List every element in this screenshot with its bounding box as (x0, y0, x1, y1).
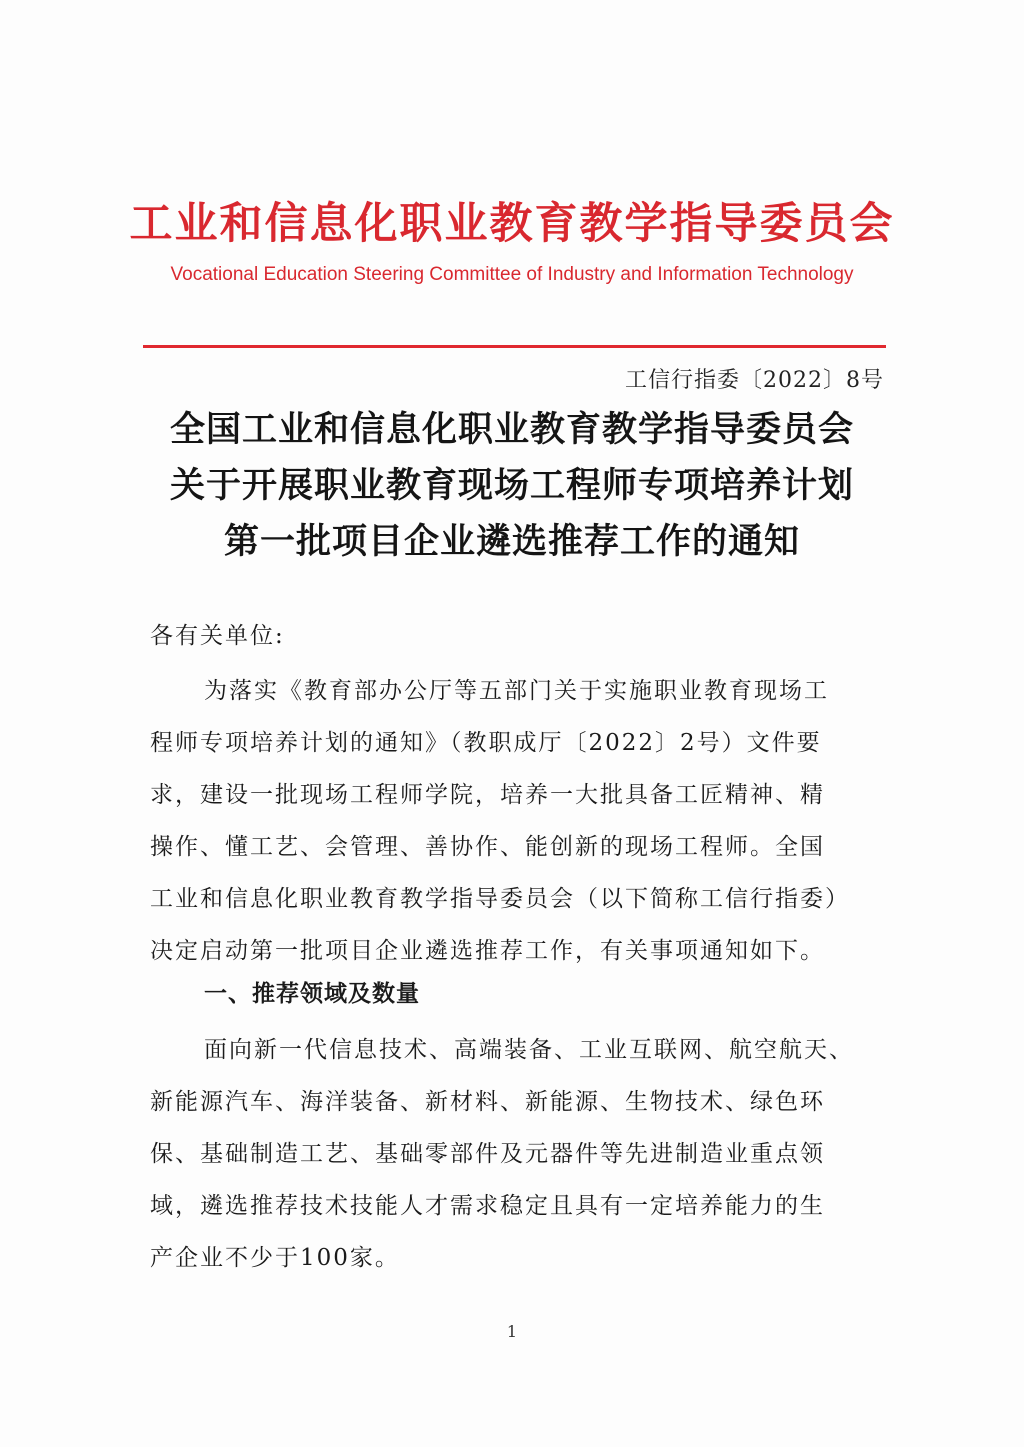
red-header-rule (143, 345, 886, 348)
paragraph-line: 保、基础制造工艺、基础零部件及元器件等先进制造业重点领 (150, 1141, 825, 1167)
paragraph-line: 域，遴选推荐技术技能人才需求稳定且具有一定培养能力的生 (150, 1193, 825, 1219)
salutation: 各有关单位: (150, 623, 285, 649)
section-heading: 一、推荐领域及数量 (204, 981, 420, 1007)
body-paragraph-2 (150, 1024, 885, 1284)
document-number: 工信行指委〔2022〕8号 (625, 368, 884, 393)
paragraph-line: 程师专项培养计划的通知》（教职成厅〔2022〕2号）文件要 (150, 730, 822, 756)
paragraph-line: 面向新一代信息技术、高端装备、工业互联网、航空航天、 (204, 1037, 854, 1063)
paragraph-line: 决定启动第一批项目企业遴选推荐工作，有关事项通知如下。 (150, 938, 825, 964)
paragraph-line: 工业和信息化职业教育教学指导委员会（以下简称工信行指委） (150, 886, 850, 912)
paragraph-line: 操作、懂工艺、会管理、善协作、能创新的现场工程师。全国 (150, 834, 825, 860)
org-name-cn: 工业和信息化职业教育教学指导委员会 (129, 199, 895, 249)
page-number: 1 (506, 1322, 518, 1341)
paragraph-line: 新能源汽车、海洋装备、新材料、新能源、生物技术、绿色环 (150, 1089, 825, 1115)
paragraph-line: 求，建设一批现场工程师学院，培养一大批具备工匠精神、精 (150, 782, 825, 808)
notice-title-line: 全国工业和信息化职业教育教学指导委员会 (169, 409, 854, 450)
notice-title-line: 第一批项目企业遴选推荐工作的通知 (223, 521, 800, 562)
body-paragraph-1 (150, 665, 885, 977)
paragraph-line: 产企业不少于100家。 (150, 1245, 400, 1271)
paragraph-line: 为落实《教育部办公厅等五部门关于实施职业教育现场工 (204, 678, 829, 704)
notice-title-line: 关于开展职业教育现场工程师专项培养计划 (169, 465, 854, 506)
notice-title (0, 402, 1024, 570)
org-name-en: Vocational Education Steering Committee of Industry and Information Technology (170, 264, 854, 285)
